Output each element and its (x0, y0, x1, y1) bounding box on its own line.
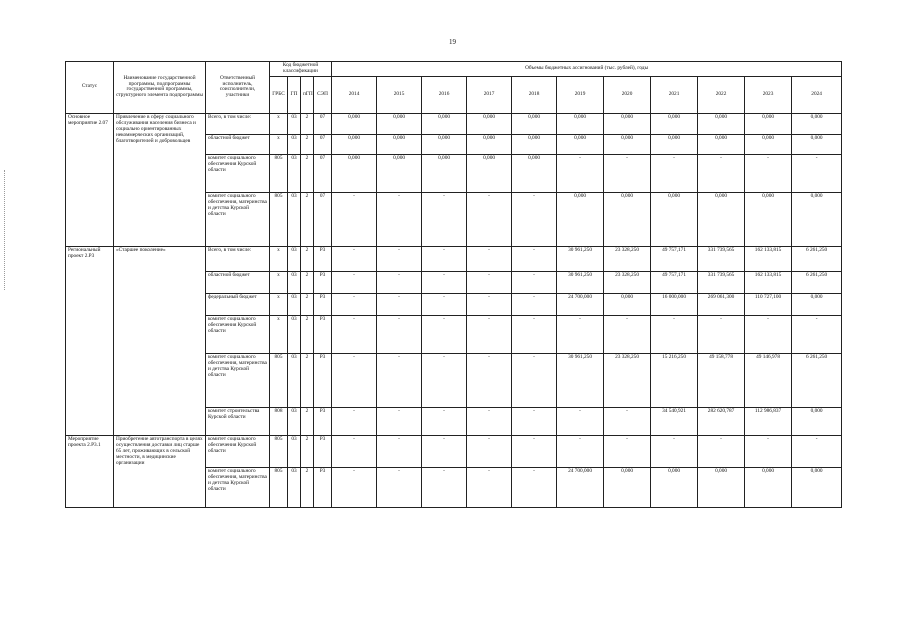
year-value-cell: 0,000 (422, 134, 467, 154)
budget-code-cell: 03 (288, 353, 301, 407)
budget-code-cell: 03 (288, 113, 301, 134)
executor-cell: комитет строительства Курской области (206, 407, 270, 435)
year-value-cell: 24 700,000 (557, 293, 604, 315)
year-value-cell: 269 061,300 (698, 293, 745, 315)
executor-cell: Всего, в том числе: (206, 113, 270, 134)
year-value-cell: - (467, 435, 512, 467)
year-value-cell: - (422, 353, 467, 407)
budget-code-cell: Р3 (314, 353, 332, 407)
header-year: 2014 (332, 76, 377, 113)
budget-code-cell: 2 (301, 293, 314, 315)
header-name: Наименование государственной программы, подпрограммы государственной программы, структурного элемента подпрограммы (114, 62, 206, 114)
year-value-cell: - (377, 353, 422, 407)
budget-code-cell: 808 (270, 407, 288, 435)
year-value-cell: - (604, 315, 651, 353)
table-row (66, 435, 842, 467)
year-value-cell: - (467, 315, 512, 353)
year-value-cell: 0,000 (651, 192, 698, 246)
executor-cell: областной бюджет (206, 134, 270, 154)
group-status-cell: Мероприятие проекта 2.Р3.1 (66, 435, 114, 507)
executor-cell: комитет социального обеспечения Курской области (206, 435, 270, 467)
year-value-cell: - (422, 467, 467, 507)
budget-code-cell: 2 (301, 435, 314, 467)
budget-code-cell: 2 (301, 134, 314, 154)
header-year: 2016 (422, 76, 467, 113)
year-value-cell: 282 620,787 (698, 407, 745, 435)
year-value-cell: 15 216,250 (651, 353, 698, 407)
header-year: 2024 (792, 76, 842, 113)
group-name-cell: «Старшее поколение» (114, 246, 206, 435)
budget-code-cell: х (270, 293, 288, 315)
year-value-cell: - (332, 246, 377, 271)
year-value-cell: - (422, 435, 467, 467)
header-year: 2020 (604, 76, 651, 113)
year-value-cell: - (332, 271, 377, 293)
year-value-cell: 0,000 (604, 134, 651, 154)
year-value-cell: - (512, 246, 557, 271)
budget-code-cell: Р3 (314, 246, 332, 271)
budget-code-cell: х (270, 246, 288, 271)
year-value-cell: - (377, 192, 422, 246)
year-value-cell: - (745, 154, 792, 192)
year-value-cell: 0,000 (377, 154, 422, 192)
table-body (66, 113, 842, 507)
year-value-cell: 23 328,250 (604, 271, 651, 293)
budget-code-cell: Р3 (314, 315, 332, 353)
year-value-cell: 30 961,250 (557, 246, 604, 271)
year-value-cell: 23 328,250 (604, 353, 651, 407)
year-value-cell: - (557, 315, 604, 353)
year-value-cell: - (792, 315, 842, 353)
header-executor: Ответственный исполнитель, соисполнители, участники (206, 62, 270, 114)
header-code-pgp: пГП (301, 76, 314, 113)
year-value-cell: 0,000 (557, 192, 604, 246)
year-value-cell: - (377, 271, 422, 293)
year-value-cell: 30 961,250 (557, 271, 604, 293)
executor-cell: Всего, в том числе: (206, 246, 270, 271)
budget-code-cell: х (270, 271, 288, 293)
executor-cell: комитет социального обеспечения, материнства и детства Курской области (206, 192, 270, 246)
year-value-cell: - (467, 293, 512, 315)
year-value-cell: - (512, 315, 557, 353)
budget-code-cell: Р3 (314, 271, 332, 293)
table-header (66, 62, 842, 114)
year-value-cell: - (512, 293, 557, 315)
year-value-cell: - (512, 192, 557, 246)
budget-table (65, 61, 842, 508)
budget-code-cell: 2 (301, 353, 314, 407)
budget-code-cell: 07 (314, 192, 332, 246)
year-value-cell: 0,000 (557, 113, 604, 134)
year-value-cell: 0,000 (604, 293, 651, 315)
year-value-cell: 0,000 (332, 113, 377, 134)
year-value-cell: - (604, 407, 651, 435)
header-year: 2017 (467, 76, 512, 113)
year-value-cell: 0,000 (792, 134, 842, 154)
year-value-cell: - (745, 315, 792, 353)
year-value-cell: - (512, 353, 557, 407)
budget-code-cell: 805 (270, 435, 288, 467)
budget-code-cell: 03 (288, 246, 301, 271)
year-value-cell: - (377, 246, 422, 271)
year-value-cell: 0,000 (604, 467, 651, 507)
executor-cell: комитет социального обеспечения Курской области (206, 154, 270, 192)
year-value-cell: - (422, 315, 467, 353)
budget-code-cell: 03 (288, 315, 301, 353)
budget-code-cell: 03 (288, 293, 301, 315)
budget-code-cell: х (270, 315, 288, 353)
budget-code-cell: 03 (288, 192, 301, 246)
year-value-cell: - (745, 435, 792, 467)
year-value-cell: 0,000 (422, 154, 467, 192)
executor-cell: комитет социального обеспечения, материнства и детства Курской области (206, 467, 270, 507)
year-value-cell: - (422, 271, 467, 293)
year-value-cell: 0,000 (792, 113, 842, 134)
year-value-cell: - (377, 293, 422, 315)
year-value-cell: - (332, 435, 377, 467)
year-value-cell: 0,000 (651, 467, 698, 507)
year-value-cell: - (332, 293, 377, 315)
year-value-cell: 0,000 (745, 113, 792, 134)
header-year: 2021 (651, 76, 698, 113)
year-value-cell: 0,000 (467, 154, 512, 192)
year-value-cell: - (377, 435, 422, 467)
year-value-cell: - (512, 435, 557, 467)
budget-code-cell: 805 (270, 154, 288, 192)
year-value-cell: 162 133,815 (745, 246, 792, 271)
budget-code-cell: 07 (314, 154, 332, 192)
year-value-cell: - (332, 467, 377, 507)
budget-code-cell: 805 (270, 467, 288, 507)
year-value-cell: - (512, 467, 557, 507)
budget-code-cell: 2 (301, 271, 314, 293)
budget-code-cell: 07 (314, 113, 332, 134)
budget-code-cell: 03 (288, 154, 301, 192)
year-value-cell: 0,000 (745, 134, 792, 154)
year-value-cell: - (557, 435, 604, 467)
scan-margin-marks (4, 170, 7, 290)
year-value-cell: - (467, 353, 512, 407)
year-value-cell: - (467, 271, 512, 293)
budget-code-cell: 03 (288, 467, 301, 507)
budget-code-cell: 2 (301, 246, 314, 271)
header-code-gp: ГП (288, 76, 301, 113)
budget-code-cell: х (270, 113, 288, 134)
year-value-cell: 30 961,250 (557, 353, 604, 407)
table-row (66, 246, 842, 271)
year-value-cell: 6 261,250 (792, 246, 842, 271)
year-value-cell: - (467, 407, 512, 435)
year-value-cell: 0,000 (651, 134, 698, 154)
budget-code-cell: 03 (288, 407, 301, 435)
year-value-cell: - (698, 154, 745, 192)
year-value-cell: - (557, 154, 604, 192)
header-status: Статус (66, 62, 114, 114)
budget-code-cell: Р3 (314, 407, 332, 435)
budget-code-cell: 2 (301, 467, 314, 507)
executor-cell: областной бюджет (206, 271, 270, 293)
group-name-cell: Приобретение автотранспорта в целях осуществления доставки лиц старше 65 лет, проживающих в сельской местности, в медицинские организации (114, 435, 206, 507)
year-value-cell: 16 000,000 (651, 293, 698, 315)
group-status-cell: Основное мероприятие 2.07 (66, 113, 114, 246)
year-value-cell: 0,000 (792, 407, 842, 435)
year-value-cell: - (332, 407, 377, 435)
table-row (66, 113, 842, 134)
year-value-cell: 0,000 (792, 293, 842, 315)
year-value-cell: 0,000 (512, 113, 557, 134)
year-value-cell: 331 739,565 (698, 246, 745, 271)
year-value-cell: 0,000 (604, 113, 651, 134)
year-value-cell: 0,000 (512, 134, 557, 154)
year-value-cell: 0,000 (698, 134, 745, 154)
year-value-cell: - (377, 315, 422, 353)
year-value-cell: - (604, 435, 651, 467)
year-value-cell: 0,000 (604, 192, 651, 246)
header-year: 2019 (557, 76, 604, 113)
year-value-cell: - (422, 293, 467, 315)
year-value-cell: - (557, 407, 604, 435)
group-status-cell: Региональный проект 2.Р3 (66, 246, 114, 435)
year-value-cell: - (332, 192, 377, 246)
year-value-cell: - (377, 407, 422, 435)
header-year: 2015 (377, 76, 422, 113)
year-value-cell: 0,000 (698, 467, 745, 507)
year-value-cell: - (651, 154, 698, 192)
year-value-cell: 0,000 (745, 192, 792, 246)
header-code-grbs: ГРБС (270, 76, 288, 113)
year-value-cell: - (512, 271, 557, 293)
year-value-cell: 0,000 (332, 154, 377, 192)
budget-code-cell: 07 (314, 134, 332, 154)
budget-code-cell: 03 (288, 271, 301, 293)
header-volumes: Объемы бюджетных ассигнований (тыс. рублей), годы (332, 62, 842, 77)
year-value-cell: 0,000 (651, 113, 698, 134)
year-value-cell: - (422, 246, 467, 271)
year-value-cell: 0,000 (332, 134, 377, 154)
year-value-cell: - (792, 435, 842, 467)
year-value-cell: 23 328,250 (604, 246, 651, 271)
budget-code-cell: 2 (301, 407, 314, 435)
year-value-cell: - (651, 435, 698, 467)
year-value-cell: 49 757,171 (651, 246, 698, 271)
executor-cell: комитет социального обеспечения Курской области (206, 315, 270, 353)
year-value-cell: 0,000 (467, 134, 512, 154)
year-value-cell: 112 986,837 (745, 407, 792, 435)
year-value-cell: - (512, 407, 557, 435)
year-value-cell: - (651, 315, 698, 353)
year-value-cell: 0,000 (745, 467, 792, 507)
executor-cell: комитет социального обеспечения, материнства и детства Курской области (206, 353, 270, 407)
year-value-cell: 0,000 (422, 113, 467, 134)
year-value-cell: 34 540,921 (651, 407, 698, 435)
header-year: 2023 (745, 76, 792, 113)
budget-code-cell: 2 (301, 192, 314, 246)
budget-code-cell: 805 (270, 353, 288, 407)
header-year: 2022 (698, 76, 745, 113)
year-value-cell: 0,000 (557, 134, 604, 154)
budget-code-cell: Р3 (314, 293, 332, 315)
year-value-cell: 0,000 (377, 113, 422, 134)
year-value-cell: 49 158,778 (698, 353, 745, 407)
budget-code-cell: Р3 (314, 435, 332, 467)
year-value-cell: - (422, 192, 467, 246)
year-value-cell: 0,000 (698, 113, 745, 134)
budget-code-cell: 2 (301, 154, 314, 192)
year-value-cell: 110 727,100 (745, 293, 792, 315)
year-value-cell: - (332, 315, 377, 353)
year-value-cell: - (698, 315, 745, 353)
year-value-cell: - (377, 467, 422, 507)
group-name-cell: Привлечение в сферу социального обслуживания населения бизнеса и социально ориентированных некоммерческих организаций, благотворителей и добровольцев (114, 113, 206, 246)
year-value-cell: - (467, 467, 512, 507)
executor-cell: федеральный бюджет (206, 293, 270, 315)
year-value-cell: 6 261,250 (792, 271, 842, 293)
budget-code-cell: 2 (301, 113, 314, 134)
year-value-cell: - (422, 407, 467, 435)
year-value-cell: - (604, 154, 651, 192)
year-value-cell: - (467, 246, 512, 271)
budget-code-cell: 03 (288, 435, 301, 467)
budget-code-cell: 805 (270, 192, 288, 246)
year-value-cell: - (332, 353, 377, 407)
year-value-cell: 6 261,250 (792, 353, 842, 407)
budget-code-cell: 2 (301, 315, 314, 353)
year-value-cell: 49 146,978 (745, 353, 792, 407)
year-value-cell: 0,000 (792, 192, 842, 246)
budget-code-cell: Р3 (314, 467, 332, 507)
year-value-cell: 331 739,565 (698, 271, 745, 293)
year-value-cell: - (792, 154, 842, 192)
year-value-cell: 0,000 (698, 192, 745, 246)
header-year: 2018 (512, 76, 557, 113)
budget-code-cell: 03 (288, 134, 301, 154)
year-value-cell: 162 133,815 (745, 271, 792, 293)
year-value-cell: 0,000 (467, 113, 512, 134)
year-value-cell: 0,000 (512, 154, 557, 192)
year-value-cell: - (698, 435, 745, 467)
header-code-sep: СЭП (314, 76, 332, 113)
year-value-cell: 0,000 (377, 134, 422, 154)
year-value-cell: - (467, 192, 512, 246)
page-number: 19 (449, 38, 456, 46)
year-value-cell: 0,000 (792, 467, 842, 507)
header-budget-code: Код бюджетной классификации (270, 62, 332, 77)
budget-code-cell: х (270, 134, 288, 154)
year-value-cell: 49 757,171 (651, 271, 698, 293)
year-value-cell: 24 700,000 (557, 467, 604, 507)
